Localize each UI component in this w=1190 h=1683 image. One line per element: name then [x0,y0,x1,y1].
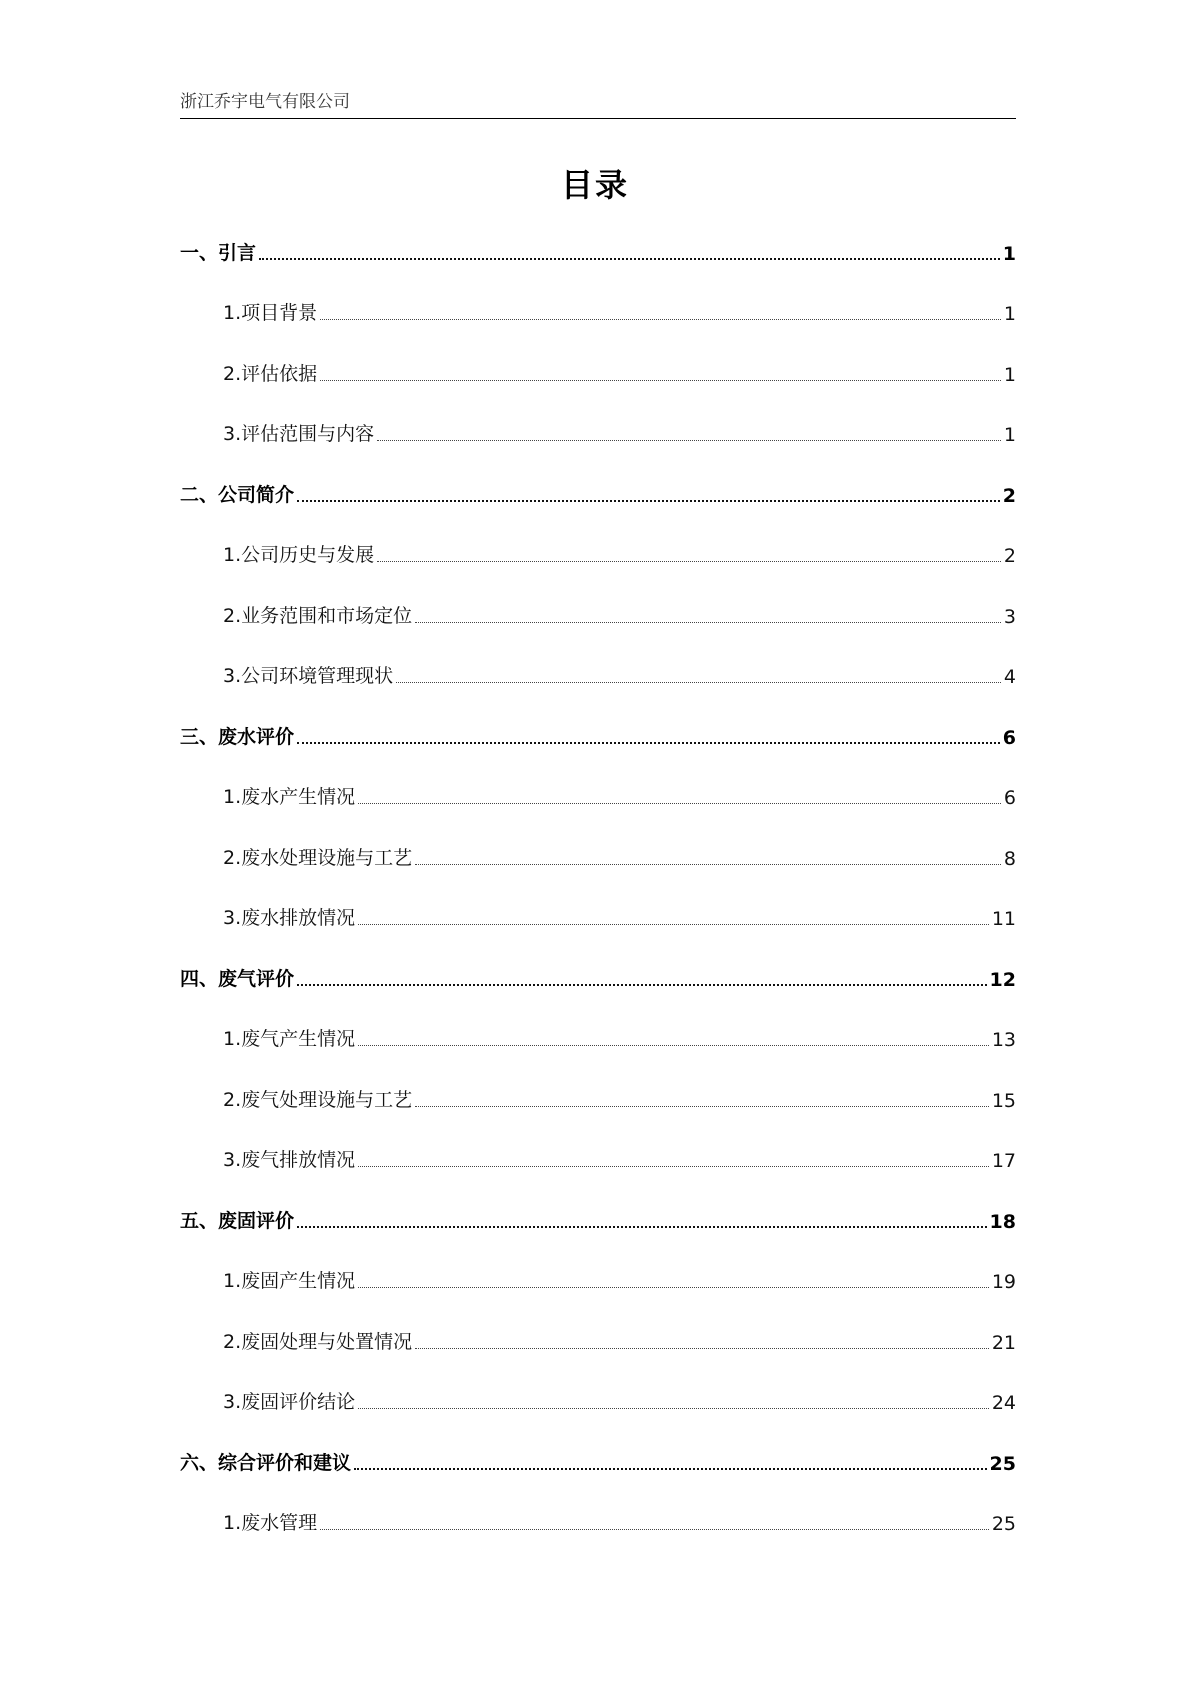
toc-entry-label: 1.废水产生情况 [223,786,356,808]
toc-entry-label: 3.废气排放情况 [223,1149,356,1171]
toc-subsection-entry[interactable] [180,1372,1016,1433]
toc-dot-leader [320,380,1001,381]
toc-entry-label: 2.废气处理设施与工艺 [223,1088,413,1111]
company-name: 浙江乔宇电气有限公司 [180,92,350,112]
page-header [180,86,1016,119]
toc-entry-label: 2.废水处理设施与工艺 [223,846,413,869]
toc-entry-page-number: 25 [989,1452,1016,1475]
toc-entry-label: 3.废固评价结论 [223,1391,356,1413]
toc-subsection-entry[interactable] [180,767,1016,828]
toc-subsection-entry[interactable] [180,1311,1016,1372]
toc-entry-label: 1.项目背景 [223,302,318,324]
toc-entry-page-number: 12 [989,968,1016,991]
toc-subsection-entry[interactable] [180,1493,1016,1554]
toc-entry-page-number: 25 [991,1513,1016,1535]
toc-dot-leader [415,1106,989,1107]
toc-entry-label: 2.业务范围和市场定位 [223,604,413,627]
toc-dot-leader [320,319,1001,320]
toc-entry-label: 3.评估范围与内容 [223,423,375,445]
toc-section-entry[interactable] [180,706,1016,767]
toc-entry-page-number: 6 [1003,787,1016,809]
toc-subsection-entry[interactable] [180,404,1016,465]
toc-dot-leader [297,500,1000,502]
toc-subsection-entry[interactable] [180,1009,1016,1070]
toc-entry-page-number: 4 [1003,666,1016,688]
toc-entry-page-number: 6 [1002,726,1016,749]
toc-entry-page-number: 1 [1003,303,1016,325]
toc-subsection-entry[interactable] [180,283,1016,344]
toc-dot-leader [358,803,1001,804]
toc-dot-leader [358,1166,989,1167]
toc-entry-label: 3.废水排放情况 [223,907,356,929]
toc-dot-leader [358,1045,989,1046]
toc-subsection-entry[interactable] [180,827,1016,888]
toc-subsection-entry[interactable] [180,888,1016,949]
toc-entry-page-number: 21 [991,1331,1016,1354]
toc-entry-label: 2.评估依据 [223,362,318,385]
toc-dot-leader [377,440,1001,441]
toc-section-entry[interactable] [180,948,1016,1009]
toc-dot-leader [358,1287,989,1288]
toc-section-entry[interactable] [180,1190,1016,1251]
toc-subsection-entry[interactable] [180,585,1016,646]
toc-entry-page-number: 11 [991,908,1016,930]
page-title: 目录 [560,166,629,204]
toc-entry-label: 五、废固评价 [180,1209,295,1232]
toc-entry-label: 三、废水评价 [180,725,295,748]
toc-subsection-entry[interactable] [180,1130,1016,1191]
toc-subsection-entry[interactable] [180,1251,1016,1312]
toc-entry-page-number: 8 [1003,847,1016,870]
toc-entry-page-number: 1 [1003,363,1016,386]
toc-entry-label: 四、废气评价 [180,967,295,990]
toc-section-entry[interactable] [180,1432,1016,1493]
toc-entry-label: 1.公司历史与发展 [223,544,375,566]
table-of-contents [180,222,1016,1553]
toc-dot-leader [354,1468,987,1470]
toc-subsection-entry[interactable] [180,1069,1016,1130]
toc-dot-leader [377,561,1001,562]
toc-entry-label: 2.废固处理与处置情况 [223,1330,413,1353]
toc-entry-page-number: 1 [1002,242,1016,265]
toc-subsection-entry[interactable] [180,646,1016,707]
toc-dot-leader [396,682,1001,683]
toc-dot-leader [415,622,1001,623]
toc-dot-leader [297,742,1000,744]
toc-entry-page-number: 24 [991,1392,1016,1414]
toc-entry-page-number: 13 [991,1029,1016,1051]
toc-entry-page-number: 17 [991,1150,1016,1172]
toc-dot-leader [297,1226,987,1228]
toc-section-entry[interactable] [180,464,1016,525]
toc-entry-label: 一、引言 [180,241,257,264]
toc-section-entry[interactable] [180,222,1016,283]
toc-dot-leader [320,1529,989,1530]
toc-entry-page-number: 2 [1002,484,1016,507]
toc-dot-leader [358,924,989,925]
toc-entry-page-number: 3 [1003,605,1016,628]
toc-entry-page-number: 1 [1003,424,1016,446]
toc-entry-label: 1.废水管理 [223,1512,318,1534]
toc-entry-page-number: 2 [1003,545,1016,567]
toc-entry-label: 1.废固产生情况 [223,1270,356,1292]
toc-entry-page-number: 19 [991,1271,1016,1293]
toc-dot-leader [415,1348,989,1349]
toc-dot-leader [297,984,987,986]
toc-entry-page-number: 15 [991,1089,1016,1112]
toc-entry-label: 六、综合评价和建议 [180,1451,352,1474]
toc-subsection-entry[interactable] [180,525,1016,586]
toc-dot-leader [358,1408,989,1409]
toc-entry-label: 3.公司环境管理现状 [223,665,394,687]
toc-subsection-entry[interactable] [180,343,1016,404]
toc-entry-label: 二、公司简介 [180,483,295,506]
toc-dot-leader [415,864,1001,865]
toc-dot-leader [259,258,1000,260]
toc-entry-page-number: 18 [989,1210,1016,1233]
toc-entry-label: 1.废气产生情况 [223,1028,356,1050]
